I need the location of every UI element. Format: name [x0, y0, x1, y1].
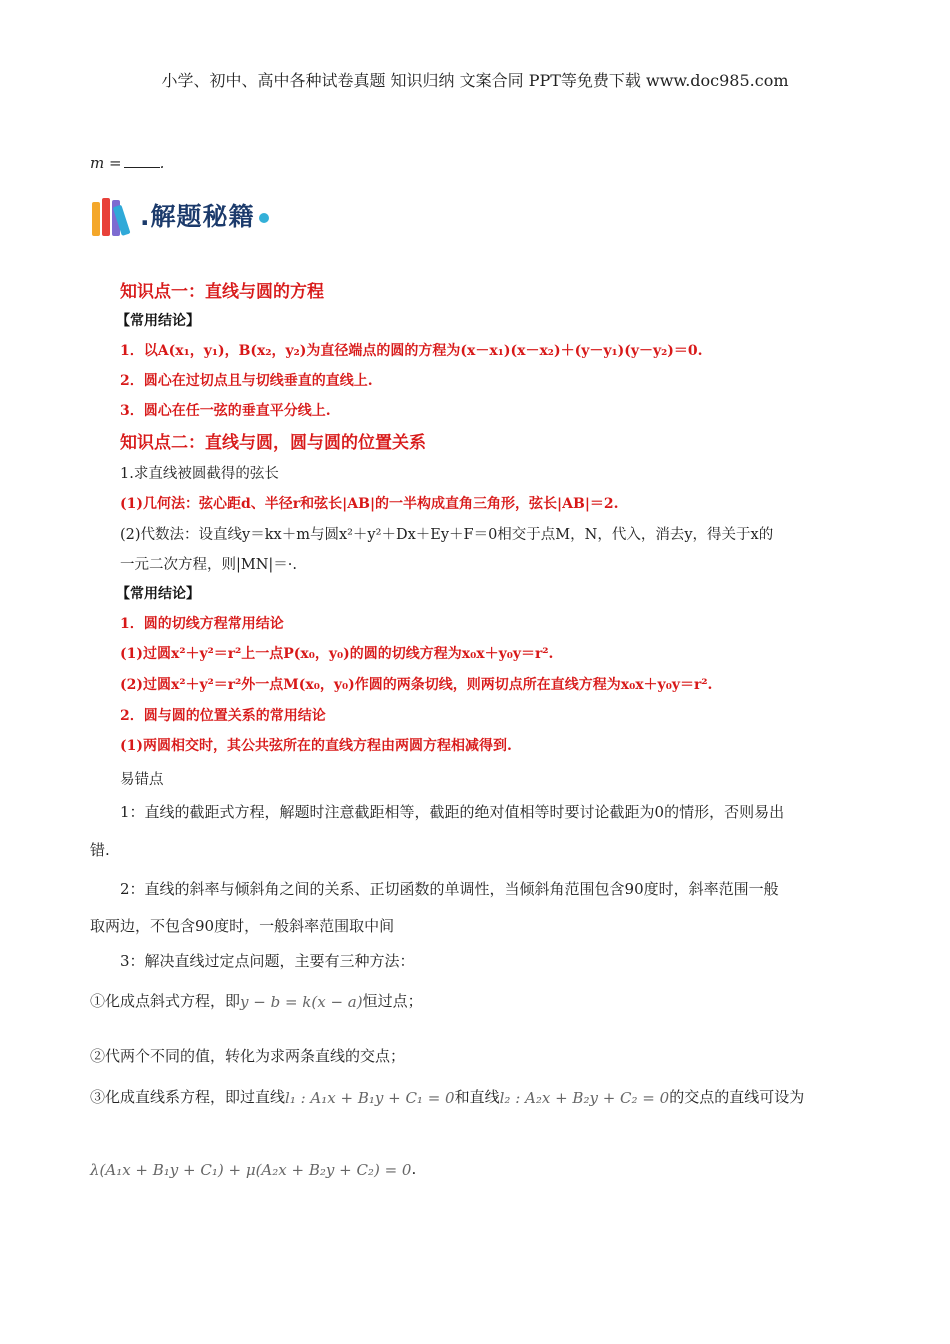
kp2-sub1: 1.求直线被圆截得的弦长: [120, 466, 279, 482]
kp2-item-3: (2)过圆x²＋y²＝r²外一点M(x₀，y₀)作圆的两条切线，则两切点所在直线方程为x₀x＋y₀y＝r².: [120, 677, 713, 693]
method-1: ①化成点斜式方程，即y − b = k(x − a)恒过点；: [90, 982, 423, 1021]
kp2-item-2: (1)过圆x²＋y²＝r²上一点P(x₀，y₀)的圆的切线方程为x₀x＋y₀y＝r².: [120, 646, 554, 662]
kp2-title: 知识点二：直线与圆，圆与圆的位置关系: [120, 433, 426, 453]
method-2: ②代两个不同的值，转化为求两条直线的交点；: [90, 1047, 406, 1065]
section-banner: [90, 192, 269, 238]
error-1-line-2: 错.: [90, 841, 110, 859]
banner-dot-icon: [259, 213, 269, 223]
kp2-geometric: (1)几何法：弦心距d、半径r和弦长|AB|的一半构成直角三角形，弦长|AB|＝2.: [120, 496, 619, 512]
kp1-item-2: 2．圆心在过切点且与切线垂直的直线上.: [120, 373, 373, 389]
error-2-line-2: 取两边，不包含90度时，一般斜率范围取中间: [90, 917, 395, 935]
kp2-item-1: 1．圆的切线方程常用结论: [120, 616, 284, 632]
errors-title: 易错点: [120, 772, 164, 788]
line-l1-formula: l₁ : A₁x + B₁y + C₁ = 0: [285, 1089, 455, 1107]
answer-blank: [124, 155, 160, 168]
kp1-item-3: 3．圆心在任一弦的垂直平分线上.: [120, 403, 331, 419]
answer-line: m = .: [90, 154, 165, 172]
line-l2-formula: l₂ : A₂x + B₂y + C₂ = 0: [499, 1089, 670, 1107]
page-header: 小学、初中、高中各种试卷真题 知识归纳 文案合同 PPT等免费下载 www.doc985.com: [161, 71, 789, 90]
kp2-label: 【常用结论】: [116, 586, 200, 602]
line-family-formula: λ(A₁x + B₁y + C₁) + μ(A₂x + B₂y + C₂) = 0: [90, 1161, 412, 1179]
books-icon: [90, 194, 136, 236]
kp1-title: 知识点一：直线与圆的方程: [120, 282, 324, 302]
answer-variable: m =: [90, 154, 122, 172]
kp2-item-5: (1)两圆相交时，其公共弦所在的直线方程由两圆方程相减得到.: [120, 738, 512, 754]
method-3: ③化成直线系方程，即过直线l₁ : A₁x + B₁y + C₁ = 0和直线l₂ : A₂x + B₂y + C₂ = 0的交点的直线可设为: [90, 1078, 865, 1117]
error-3: 3：解决直线过定点问题，主要有三种方法：: [120, 952, 415, 970]
kp1-item-1: 1．以A(x₁，y₁)，B(x₂，y₂)为直径端点的圆的方程为(x－x₁)(x－x₂)＋(y－y₁)(y－y₂)＝0.: [120, 343, 703, 359]
error-2-line-1: 2：直线的斜率与倾斜角之间的关系、正切函数的单调性，当倾斜角范围包含90度时，斜率范围一般: [120, 880, 779, 898]
method-1-formula: y − b = k(x − a): [240, 993, 363, 1011]
kp2-algebraic-1: (2)代数法：设直线y＝kx＋m与圆x²＋y²＋Dx＋Ey＋F＝0相交于点M，N，代入，消去y，得关于x的: [120, 527, 774, 543]
kp1-label: 【常用结论】: [116, 313, 200, 329]
kp2-algebraic-2: 一元二次方程，则|MN|＝·.: [120, 557, 298, 573]
banner-title: .解题秘籍: [140, 202, 255, 231]
kp2-item-4: 2．圆与圆的位置关系的常用结论: [120, 708, 326, 724]
method-3-family: λ(A₁x + B₁y + C₁) + μ(A₂x + B₂y + C₂) = 0.: [90, 1150, 416, 1189]
error-1-line-1: 1：直线的截距式方程，解题时注意截距相等，截距的绝对值相等时要讨论截距为0的情形，否则易出: [120, 803, 785, 821]
